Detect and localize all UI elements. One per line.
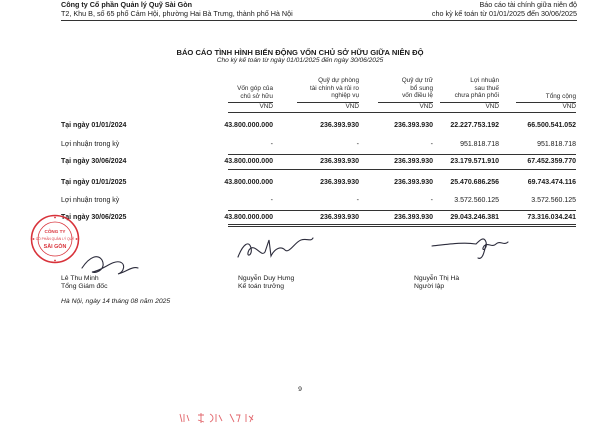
subtotal-rule xyxy=(228,210,576,211)
total-rule xyxy=(228,169,576,170)
unit-col1: VND xyxy=(259,103,273,110)
stamp-line-3: SÀI GÒN xyxy=(43,244,67,250)
unit-col4: VND xyxy=(485,103,499,110)
table-row: Tại ngày 30/06/2025 43.800.000.000 236.393.930 236.393.930 29.043.246.381 73.316.034.241 xyxy=(61,214,576,221)
report-period: cho kỳ kế toán từ 01/01/2025 đến 30/06/2025 xyxy=(431,9,577,18)
column-header-total: Tổng cộng xyxy=(545,93,576,100)
signatory-role-director: Tổng Giám đốc xyxy=(61,283,108,290)
table-row: Tại ngày 01/01/2025 43.800.000.000 236.393.930 236.393.930 25.470.686.256 69.743.474.116 xyxy=(61,179,576,186)
total-double-rule xyxy=(228,226,576,227)
header-rule xyxy=(61,20,577,21)
signatory-role-chief-accountant: Kế toán trưởng xyxy=(238,283,285,290)
signatory-role-preparer: Người lập xyxy=(414,283,445,290)
unit-col2: VND xyxy=(345,103,359,110)
report-title: Báo cáo tài chính giữa niên độ xyxy=(479,0,577,9)
column-header-contributed-capital: Vốn góp của chủ sở hữu xyxy=(237,85,273,100)
statement-subtitle: Cho kỳ kế toán từ ngày 01/01/2025 đến ngày 30/06/2025 xyxy=(216,57,384,64)
unit-col3: VND xyxy=(419,103,433,110)
table-row: Lợi nhuận trong kỳ - - - 3.572.560.125 3.572.560.125 xyxy=(61,197,576,204)
stamp-line-2: CỔ PHẦN QUẢN LÝ QUỸ xyxy=(35,237,75,241)
company-stamp xyxy=(30,214,80,264)
preparer-signature xyxy=(430,232,510,262)
header-bottom-rule xyxy=(228,112,576,113)
company-address: T2, Khu B, số 65 phố Cảm Hội, phường Hai Bà Trưng, thành phố Hà Nội xyxy=(61,9,293,18)
place-and-date: Hà Nội, ngày 14 tháng 08 năm 2025 xyxy=(61,298,171,305)
total-rule xyxy=(228,224,576,225)
statement-title: BÁO CÁO TÌNH HÌNH BIẾN ĐỘNG VỐN CHỦ SỞ HỮU GIỮA NIÊN ĐỘ xyxy=(176,48,424,57)
table-row: Lợi nhuận trong kỳ - - - 951.818.718 951.818.718 xyxy=(61,141,576,148)
chief-accountant-signature xyxy=(235,232,315,267)
table-row: Tại ngày 30/06/2024 43.800.000.000 236.393.930 236.393.930 23.179.571.910 67.452.359.770 xyxy=(61,158,576,165)
signatory-name-preparer: Nguyễn Thị Hà xyxy=(414,275,460,282)
table-row: Tại ngày 01/01/2024 43.800.000.000 236.393.930 236.393.930 22.227.753.192 66.500.541.052 xyxy=(61,122,576,129)
column-header-risk-reserve: Quỹ dự phòng tài chính và rủi ro nghiệp vụ xyxy=(309,77,359,100)
stamp-line-1: CÔNG TY xyxy=(44,229,66,234)
signatory-name-chief-accountant: Nguyễn Duy Hưng xyxy=(238,275,295,282)
bleed-through-mark xyxy=(178,411,258,425)
signatory-name-director: Lê Thu Minh xyxy=(61,275,99,282)
page-number: 9 xyxy=(298,386,302,393)
subtotal-rule xyxy=(228,154,576,155)
column-header-capital-reserve: Quỹ dự trữ bổ sung vốn điều lệ xyxy=(401,77,433,100)
column-header-retained-earnings: Lợi nhuận sau thuế chưa phân phối xyxy=(454,77,499,100)
unit-col5: VND xyxy=(562,103,576,110)
company-name: Công ty Cổ phần Quản lý Quỹ Sài Gòn xyxy=(61,0,192,9)
